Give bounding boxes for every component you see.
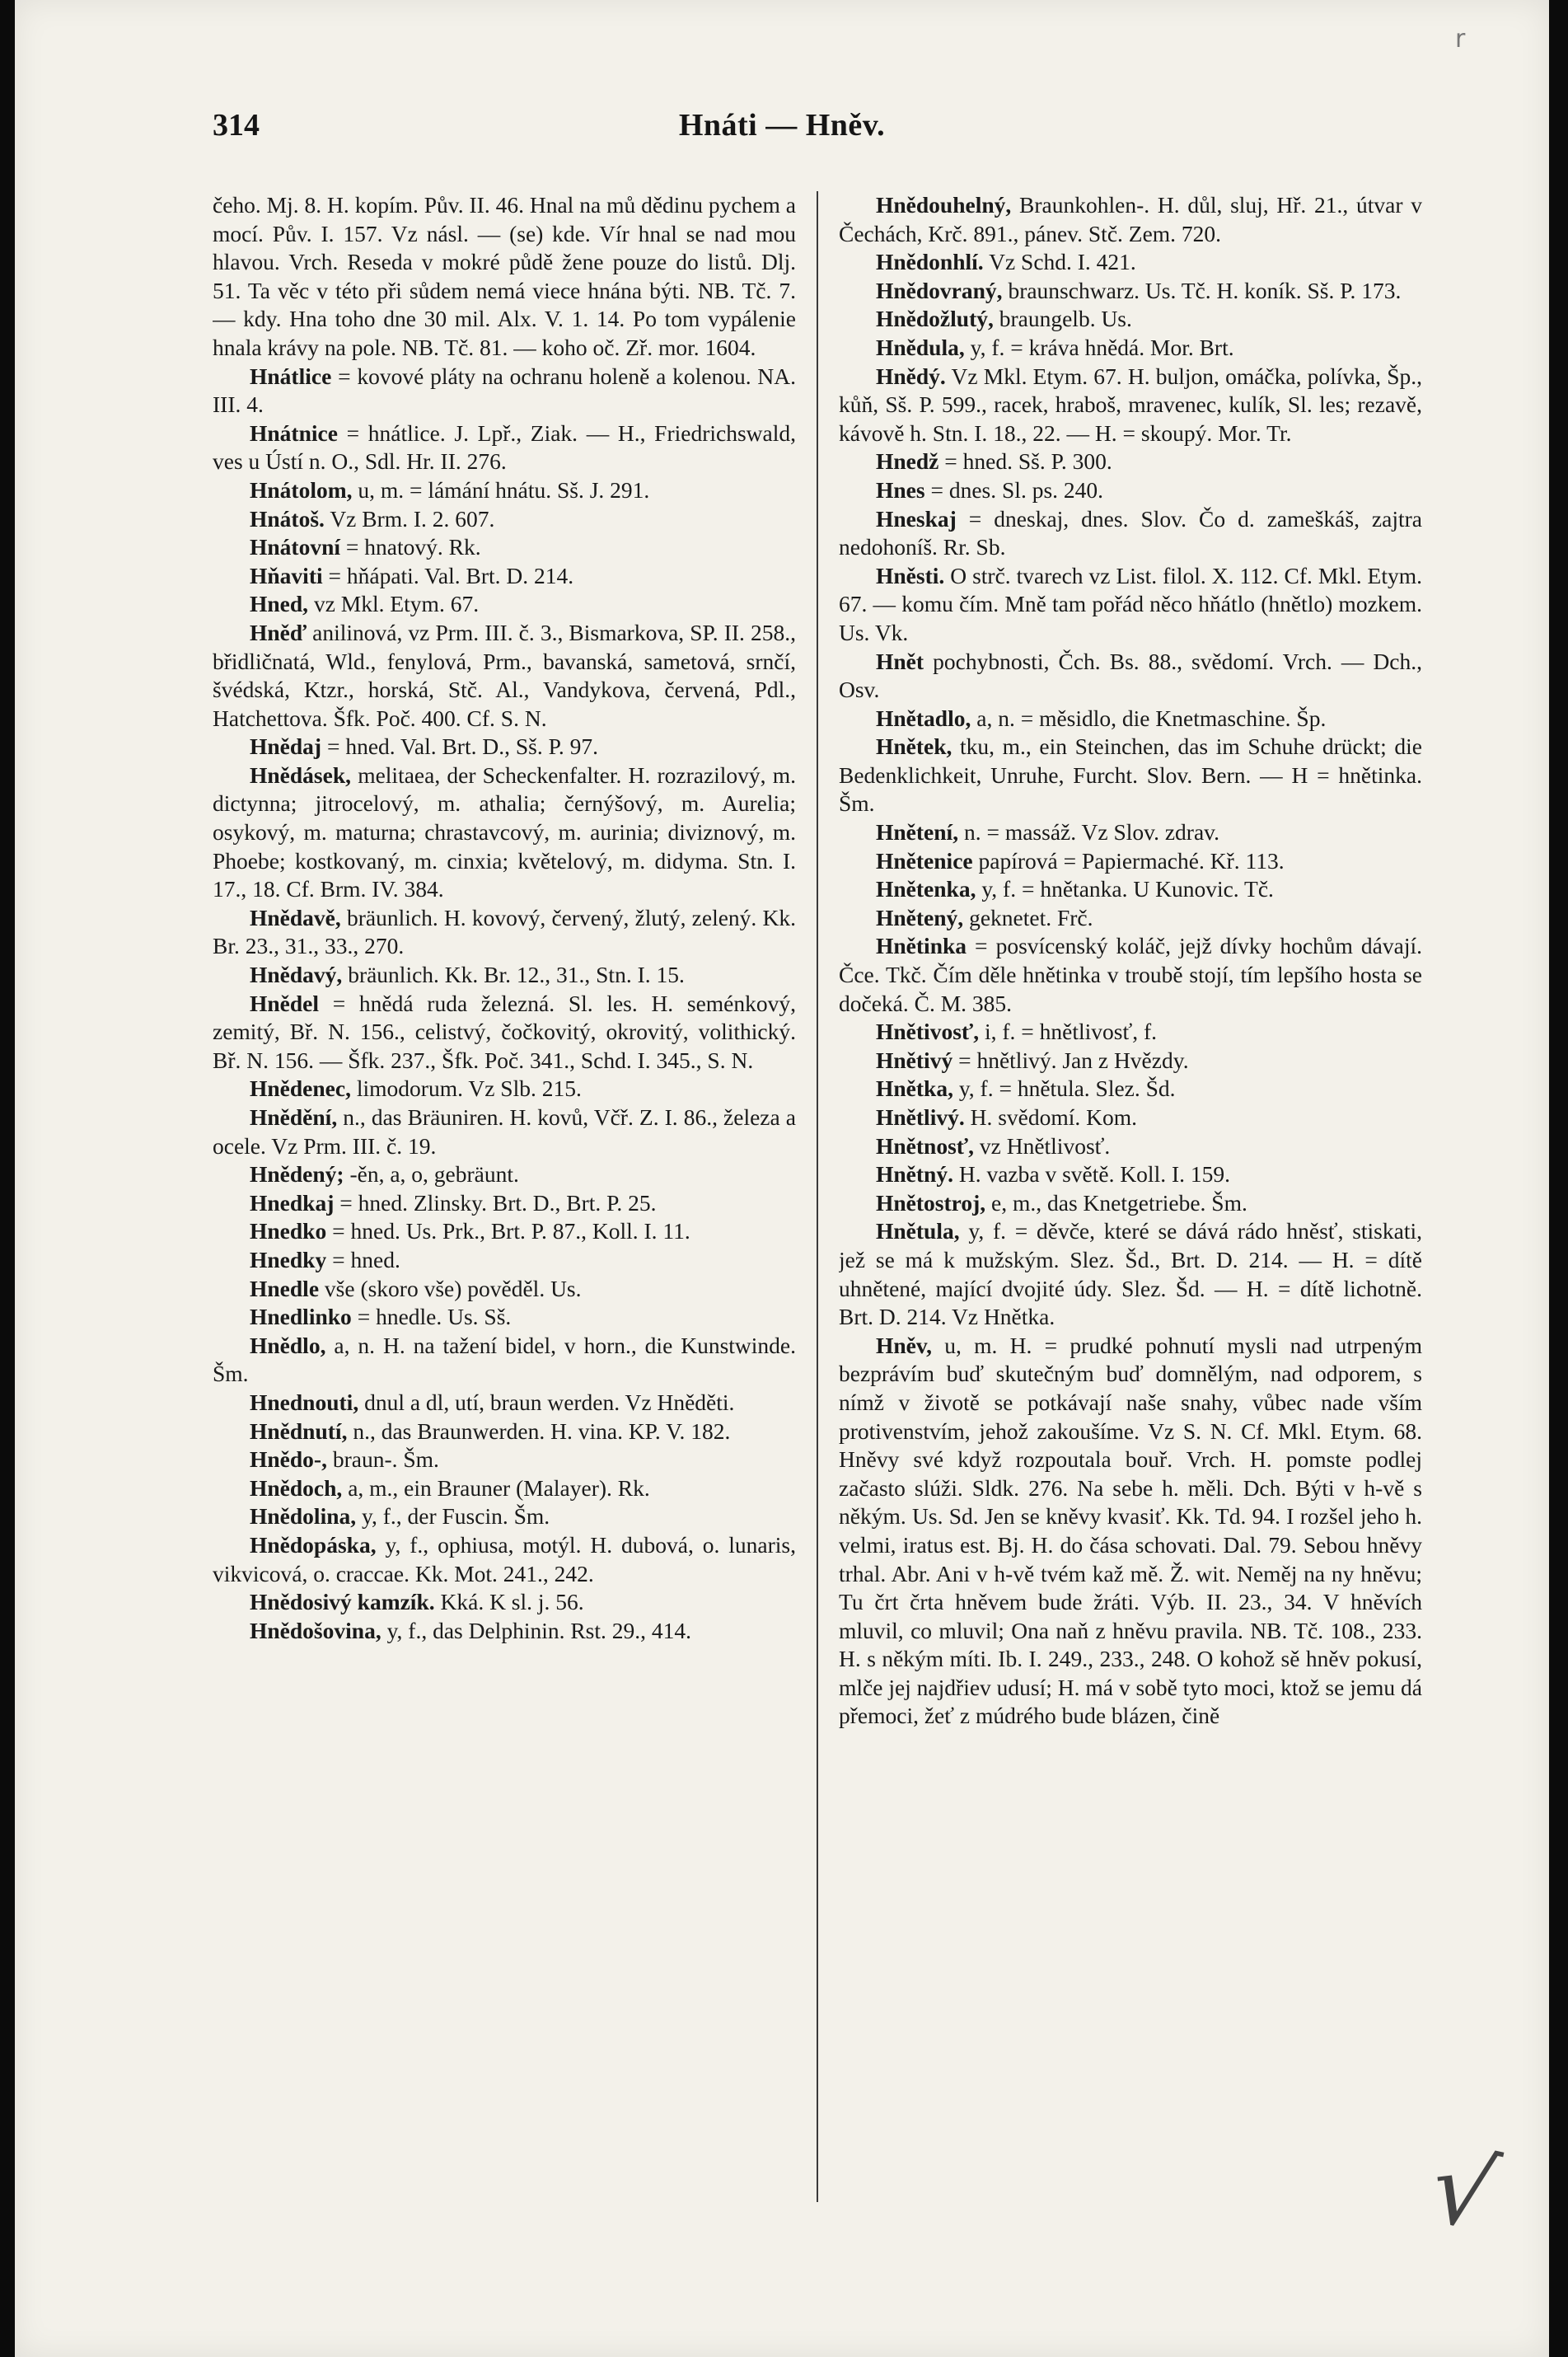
entry-headword: Hnětinka: [876, 933, 967, 959]
entry-headword: Hnědoch,: [250, 1474, 343, 1501]
dictionary-entry: [213, 761, 796, 904]
entry-text: O strč. tvarech vz List. filol. X. 112. Cf. Mkl. Etym. 67. — komu čím. Mně tam pořád něco hňátlo (hnětlo) mozkem. Us. Vk.: [839, 562, 1422, 645]
entry-headword: Hnátlice: [250, 363, 332, 389]
dictionary-entry: [839, 847, 1422, 876]
margin-tick: r: [1455, 25, 1466, 54]
dictionary-entry: [213, 419, 796, 476]
dictionary-entry: [839, 448, 1422, 476]
entry-headword: Hnětenice: [876, 847, 973, 874]
entry-text: braun-. Šm.: [332, 1446, 439, 1473]
dictionary-entry: [839, 363, 1422, 448]
entry-text: = hned. Us. Prk., Brt. P. 87., Koll. I. 11.: [332, 1218, 690, 1244]
dictionary-entry: [213, 1275, 796, 1304]
entry-text: a, n. = měsidlo, die Knetmaschine. Šp.: [976, 705, 1327, 731]
dictionary-entry: [213, 904, 796, 961]
dictionary-entry: [839, 1047, 1422, 1075]
entry-text: y, f. = hnětula. Slez. Šd.: [958, 1075, 1176, 1102]
dictionary-entry: [839, 904, 1422, 933]
entry-text: vše (skoro vše) pověděl. Us.: [324, 1275, 582, 1301]
entry-text: tku, m., ein Steinchen, das im Schuhe drückt; die Bedenklichkeit, Unruhe, Furcht. Slov. Bern. — H = hnětinka. Šm.: [839, 733, 1422, 817]
entry-text: anilinová, vz Prm. III. č. 3., Bismarkova, SP. II. 258., břidličnatá, Wld., fenylová, Prm., bavanská, sametová, srnčí, švédská, Ktzr., horská, Stč. Al., Vandykova, červená, Pdl., Hatchettova. Šfk. Poč. 400. Cf. S. N.: [213, 619, 796, 731]
entry-text: n., das Braunwerden. H. vina. KP. V. 182.: [353, 1417, 731, 1444]
dictionary-entry: [213, 1189, 796, 1218]
dictionary-entry: [213, 1417, 796, 1446]
dictionary-entry: [213, 1474, 796, 1503]
dictionary-entry: [839, 705, 1422, 733]
entry-text: u, m. H. = prudké pohnutí mysli nad utrpeným bezprávím buď skutečným buď domnělým, nad odporem, s nímž v životě se potkávají naše snahy, vůbec nade vším protivenstvím, jehož zakoušíme. Vz S. N. Cf. Mkl. Etym. 68. Hněvy své když rozpoutala bouř. Vrch. H. pomste podlej začasto slúži. Sldk. 276. Na sebe h. měli. Dch. Býti v h-vě s někým. Us. Sd. Jen se kněvy kvasiť. Kk. Td. 94. I rozšel jeho h. velmi, iratus est. Bj. H. do čása schovati. Dal. 79. Sebou hněvy trhal. Abr. Ani v h-vě tvém kaž mě. Ž. wit. Neměj na ny hněvu; Tu črt črta hněvem bude žráti. Výb. II. 23., 34. V hněvích mluvil, co mluvil; Ona naň z hněvu pravila. NB. Tč. 108., 233. H. s někým míti. Ib. I. 249., 233., 248. O kohož sě hněv pokusí, mlče jej najdřiev udusí; H. má v sobě tyto moci, ktož se jemu dá přemoci, žeť z múdrého bude blázen, čině: [839, 1332, 1422, 1729]
entry-text: = hned.: [332, 1246, 400, 1272]
entry-headword: Hnědavě,: [250, 904, 341, 930]
dictionary-entry: [839, 505, 1422, 562]
entry-text: Vz Brm. I. 2. 607.: [330, 505, 495, 532]
dictionary-entry: [213, 363, 796, 419]
entry-text: = kovové pláty na ochranu holeně a kolenou. NA. III. 4.: [213, 363, 796, 418]
entry-headword: Hnedkaj: [250, 1189, 335, 1216]
dictionary-entry: [839, 875, 1422, 904]
dictionary-entry: [839, 932, 1422, 1018]
entry-headword: Hneskaj: [876, 505, 957, 532]
dictionary-entry: [839, 305, 1422, 334]
entry-headword: Hnátnice: [250, 419, 338, 446]
dictionary-entry: [839, 648, 1422, 705]
entry-text: dnul a dl, utí, braun werden. Vz Hněděti.: [364, 1389, 735, 1415]
entry-headword: Hnětadlo,: [876, 705, 971, 731]
entry-headword: Hnědaj: [250, 733, 322, 760]
entry-text: = hnětlivý. Jan z Hvězdy.: [958, 1047, 1189, 1073]
entry-headword: Hnětnosť,: [876, 1132, 974, 1159]
entry-headword: Hnědožlutý,: [876, 306, 994, 332]
entry-headword: Hnětný.: [876, 1161, 953, 1188]
handwritten-check-mark: √: [1421, 2129, 1507, 2255]
entry-text: y, f. = hnětanka. U Kunovic. Tč.: [981, 876, 1274, 902]
dictionary-page: [15, 0, 1549, 2357]
entry-headword: Hnětivý: [876, 1047, 953, 1073]
entry-headword: Hněv,: [876, 1332, 932, 1358]
entry-headword: Hnedlinko: [250, 1304, 352, 1330]
dictionary-entry: [213, 1303, 796, 1332]
entry-text: čeho. Mj. 8. H. kopím. Pův. II. 46. Hnal na mů dědinu pychem a mocí. Pův. I. 157. Vz násl. — (se) kde. Vír hnal se nad mou hlavou. Vrch. Reseda v mokré půdě žene pouze do listů. Dlj. 51. Ta věc v této při sůdem nemá viece hnána býti. NB. Tč. 7. — kdy. Hna toho dne 30 mil. Alx. V. 1. 14. Po tom vypálenie hnala krávy na pole. NB. Tč. 81. — koho oč. Zř. mor. 1604.: [213, 192, 796, 360]
dictionary-entry: [213, 1246, 796, 1275]
dictionary-entry: [213, 590, 796, 619]
dictionary-entry: [839, 334, 1422, 363]
running-head: Hnáti — Hněv.: [678, 108, 886, 143]
entry-text: Braunkohlen-. H. důl, sluj, Hř. 21., útvar v Čechách, Krč. 891., pánev. Stč. Zem. 720.: [839, 192, 1422, 246]
dictionary-entry: [213, 1389, 796, 1417]
dictionary-entry: [213, 1104, 796, 1160]
entry-text: a, n. H. na tažení bidel, v horn., die Kunstwinde. Šm.: [213, 1332, 796, 1387]
entry-text: bräunlich. Kk. Br. 12., 31., Stn. I. 15.: [348, 962, 685, 988]
entry-text: = hned. Zlinsky. Brt. D., Brt. P. 25.: [339, 1189, 657, 1216]
dictionary-entry: [213, 961, 796, 990]
entry-headword: Hnědonhlí.: [876, 249, 984, 275]
dictionary-entry: [839, 248, 1422, 277]
entry-text: H. svědomí. Kom.: [970, 1104, 1138, 1130]
dictionary-entry: [213, 1446, 796, 1474]
dictionary-entry: [839, 1217, 1422, 1331]
dictionary-entry: [213, 1617, 796, 1646]
dictionary-entry: [213, 505, 796, 534]
entry-headword: Hnětostroj,: [876, 1189, 986, 1216]
entry-headword: Hned,: [250, 591, 309, 617]
entry-headword: Hnědění,: [250, 1104, 338, 1130]
entry-headword: Hnědý.: [876, 363, 946, 389]
dictionary-entry: [213, 1160, 796, 1189]
entry-headword: Hnět: [876, 648, 924, 674]
entry-headword: Hnědený;: [250, 1161, 344, 1188]
entry-headword: Hnětení,: [876, 819, 959, 846]
entry-headword: Hnětenka,: [876, 876, 976, 902]
dictionary-entry: [839, 1132, 1422, 1161]
entry-text: papírová = Papiermaché. Kř. 113.: [978, 847, 1285, 874]
entry-headword: Hnědlo,: [250, 1332, 326, 1358]
dictionary-entry: [213, 1332, 796, 1389]
entry-headword: Hnětlivý.: [876, 1104, 965, 1130]
entry-headword: Hnědo-,: [250, 1446, 327, 1473]
entry-headword: Hnědolina,: [250, 1503, 357, 1530]
entry-headword: Hnědopáska,: [250, 1531, 377, 1558]
entry-headword: Hněď: [250, 619, 307, 645]
entry-headword: Hnednouti,: [250, 1389, 359, 1415]
entry-headword: Hnátoš.: [250, 505, 325, 532]
entry-headword: Hnedle: [250, 1275, 320, 1301]
entry-text: H. vazba v světě. Koll. I. 159.: [958, 1161, 1230, 1188]
entry-text: = dneskaj, dnes. Slov. Čo d. zameškáš, zajtra nedohoníš. Rr. Sb.: [839, 505, 1422, 560]
entry-headword: Hnětula,: [876, 1218, 960, 1244]
entry-headword: Hnětený,: [876, 904, 964, 930]
entry-headword: Hnědnutí,: [250, 1417, 348, 1444]
entry-text: y, f., ophiusa, motýl. H. dubová, o. lunaris, vikvicová, o. craccae. Kk. Mot. 241., 242.: [213, 1531, 796, 1586]
dictionary-entry: [213, 476, 796, 505]
entry-text: Vz Mkl. Etym. 67. H. buljon, omáčka, polívka, Šp., kůň, Sš. P. 599., racek, hraboš, mravenec, kulík, Sl. les; rezavě, kávově h. Stn. I. 18., 22. — H. = skoupý. Mor. Tr.: [839, 363, 1422, 446]
entry-headword: Hnětivosť,: [876, 1019, 980, 1045]
entry-text: = hňápati. Val. Brt. D. 214.: [328, 562, 574, 588]
entry-headword: Hnátovní: [250, 534, 341, 560]
entry-text: limodorum. Vz Slb. 215.: [356, 1075, 582, 1102]
entry-text: y, f. = děvče, které se dává rádo hněsť, stiskati, jež se má k mužským. Slez. Šd., Brt. D. 214. — H. = dítě uhnětené, mající dvojité údy. Slez. Šd. — H. = dítě lichotně. Brt. D. 214. Vz Hnětka.: [839, 1218, 1422, 1330]
dictionary-entry: [213, 619, 796, 733]
left-column: [213, 191, 796, 2235]
entry-headword: Hnedž: [876, 448, 939, 475]
entry-text: = hned. Sš. P. 300.: [944, 448, 1112, 475]
dictionary-entry: [213, 1217, 796, 1246]
entry-text: = hnedle. Us. Sš.: [357, 1304, 512, 1330]
dictionary-entry: [839, 1189, 1422, 1218]
entry-headword: Hnedko: [250, 1218, 327, 1244]
entry-text: geknetet. Frč.: [969, 904, 1093, 930]
entry-headword: Hnědošovina,: [250, 1617, 381, 1643]
dictionary-entry: [839, 191, 1422, 248]
dictionary-entry: [839, 733, 1422, 818]
dictionary-entry: [839, 562, 1422, 648]
entry-text: vz Mkl. Etym. 67.: [313, 591, 480, 617]
dictionary-entry: [839, 1075, 1422, 1104]
entry-text: = hnědá ruda železná. Sl. les. H. seménkový, zemitý, Bř. N. 156., celistvý, čočkovitý, okrovitý, volithický. Bř. N. 156. — Šfk. 237., Šfk. Poč. 341., Schd. I. 345., S. N.: [213, 990, 796, 1073]
entry-headword: Hnědásek,: [250, 761, 352, 788]
dictionary-entry: [213, 533, 796, 562]
entry-text: n., das Bräuniren. H. kovů, Včř. Z. I. 86., železa a ocele. Vz Prm. III. č. 19.: [213, 1104, 796, 1159]
entry-text: u, m. = lámání hnátu. Sš. J. 291.: [358, 476, 650, 503]
dictionary-entry: [839, 1104, 1422, 1132]
entry-headword: Hněsti.: [876, 562, 945, 588]
dictionary-entry: [213, 191, 796, 363]
entry-text: vz Hnětlivosť.: [979, 1132, 1111, 1159]
dictionary-entry: [213, 1502, 796, 1531]
entry-headword: Hnědel: [250, 990, 320, 1016]
entry-headword: Hnědenec,: [250, 1075, 351, 1102]
entry-text: = dnes. Sl. ps. 240.: [930, 476, 1104, 503]
dictionary-entry: [213, 733, 796, 761]
entry-text: = posvícenský koláč, jejž dívky hochům dávají. Čce. Tkč. Čím děle hnětinka v troubě stojí, tím lepšího hosta se dočeká. Č. M. 385.: [839, 933, 1422, 1016]
dictionary-entry: [839, 1018, 1422, 1047]
entry-headword: Hnědavý,: [250, 962, 343, 988]
entry-headword: Hnědosivý kamzík.: [250, 1589, 435, 1615]
entry-text: braunschwarz. Us. Tč. H. koník. Sš. P. 173.: [1008, 277, 1402, 303]
entry-headword: Hnes: [876, 476, 925, 503]
entry-text: n. = massáž. Vz Slov. zdrav.: [963, 819, 1219, 846]
page-header: [15, 0, 1549, 190]
entry-text: braungelb. Us.: [999, 306, 1132, 332]
entry-headword: Hnědovraný,: [876, 277, 1003, 303]
entry-text: = hned. Val. Brt. D., Sš. P. 97.: [326, 733, 598, 760]
dictionary-entry: [213, 1531, 796, 1588]
entry-headword: Hnedky: [250, 1246, 327, 1272]
entry-text: i, f. = hnětlivosť, f.: [984, 1019, 1158, 1045]
entry-headword: Hnětek,: [876, 733, 953, 760]
entry-text: y, f., der Fuscin. Šm.: [362, 1503, 550, 1530]
entry-text: = hnátlice. J. Lpř., Ziak. — H., Friedrichswald, ves u Ústí n. O., Sdl. Hr. II. 276.: [213, 419, 796, 475]
entry-text: e, m., das Knetgetriebe. Šm.: [991, 1189, 1247, 1216]
dictionary-entry: [213, 990, 796, 1075]
page-number: 314: [213, 108, 260, 143]
dictionary-entry: [213, 1588, 796, 1617]
dictionary-entry: [839, 277, 1422, 306]
entry-headword: Hnětka,: [876, 1075, 953, 1102]
entry-headword: Hnátolom,: [250, 476, 353, 503]
entry-text: = hnatový. Rk.: [345, 534, 481, 560]
entry-text: -ěn, a, o, gebräunt.: [349, 1161, 519, 1188]
dictionary-entry: [213, 1075, 796, 1104]
dictionary-entry: [839, 476, 1422, 505]
entry-text: bräunlich. H. kovový, červený, žlutý, zelený. Kk. Br. 23., 31., 33., 270.: [213, 904, 796, 959]
dictionary-entry: [839, 1332, 1422, 1731]
entry-text: Vz Schd. I. 421.: [989, 249, 1136, 275]
dictionary-entry: [213, 562, 796, 591]
entry-text: melitaea, der Scheckenfalter. H. rozrazilový, m. dictynna; jitrocelový, m. athalia; černýšový, m. Aurelia; osykový, m. maturna; chrastavcový, m. aurinia; diviznový, m. Phoebe; kostkovaný, m. cinxia; květelový, m. didyma. Stn. I. 17., 18. Cf. Brm. IV. 384.: [213, 761, 796, 902]
entry-headword: Hňaviti: [250, 562, 323, 588]
entry-headword: Hnědouhelný,: [876, 192, 1012, 218]
right-column: [839, 191, 1422, 2235]
entry-text: Kká. K sl. j. 56.: [440, 1589, 584, 1615]
entry-text: y, f., das Delphinin. Rst. 29., 414.: [386, 1617, 692, 1643]
entry-headword: Hnědula,: [876, 334, 965, 360]
entry-text: a, m., ein Brauner (Malayer). Rk.: [348, 1474, 650, 1501]
dictionary-entry: [839, 818, 1422, 847]
entry-text: y, f. = kráva hnědá. Mor. Brt.: [970, 334, 1234, 360]
dictionary-entry: [839, 1160, 1422, 1189]
column-divider: [817, 191, 818, 2202]
entry-text: pochybnosti, Čch. Bs. 88., svědomí. Vrch. — Dch., Osv.: [839, 648, 1422, 703]
